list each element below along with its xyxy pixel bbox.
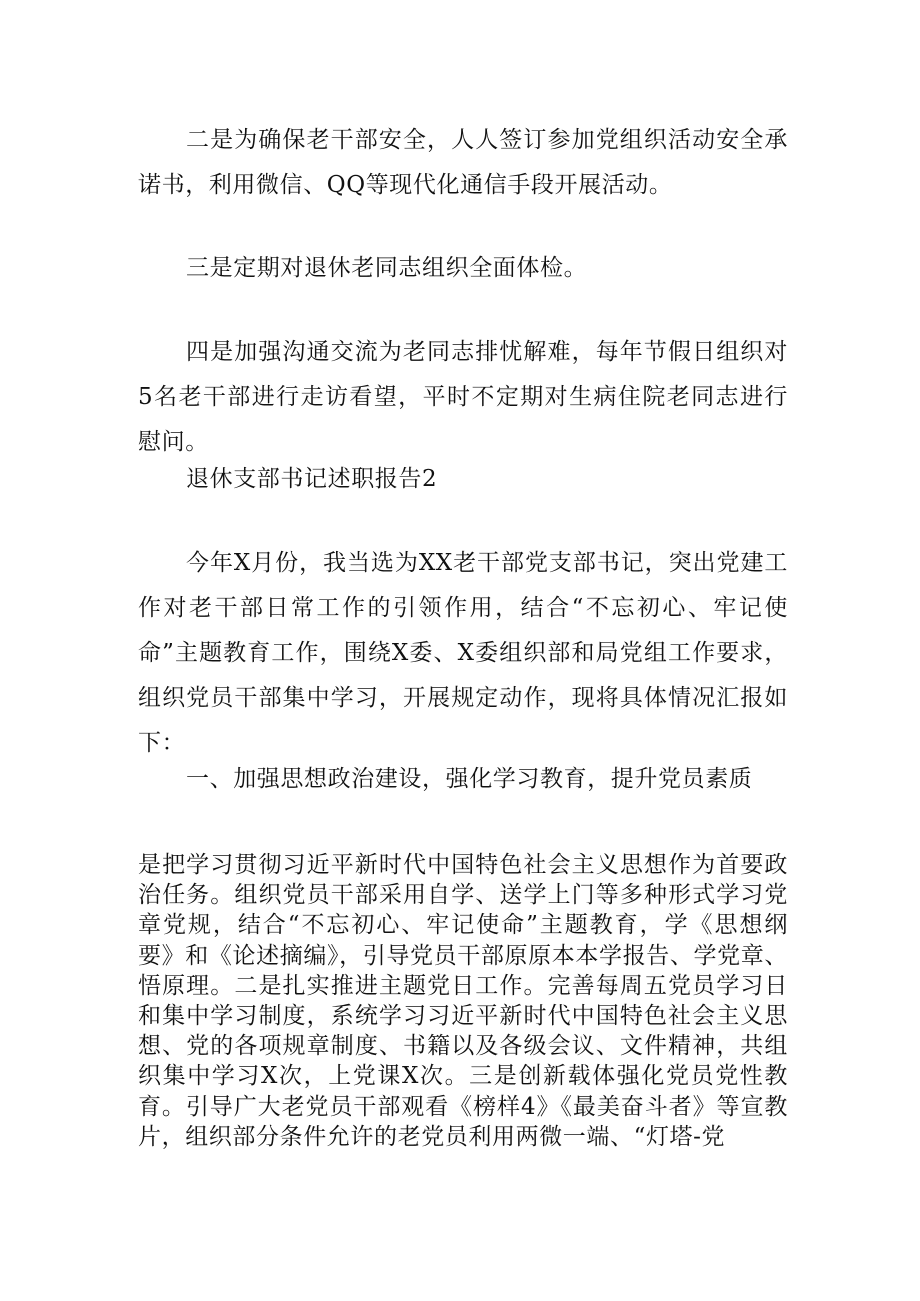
paragraph-communication: 四是加强沟通交流为老同志排忧解难，每年节假日组织对5名老干部进行走访看望，平时不定期对生病住院老同志进行慰问。 — [138, 339, 788, 455]
report-subtitle: 退休支部书记述职报告2 — [186, 466, 438, 492]
paragraph-health-check: 三是定期对退休老同志组织全面体检。 — [186, 255, 588, 281]
paragraph-introduction: 今年X月份，我当选为XX老干部党支部书记，突出党建工作对老干部日常工作的引领作用，结合“不忘初心、牢记使命”主题教育工作，围绕X委、X委组织部和局党组工作要求，组织党员干部集中学习，开展规定动作，现将具体情况汇报如下： — [138, 550, 788, 756]
section-heading-ideological: 一、加强思想政治建设，强化学习教育，提升党员素质 — [186, 766, 753, 792]
paragraph-study-education: 是把学习贯彻习近平新时代中国特色社会主义思想作为首要政治任务。组织党员干部采用自学、送学上门等多种形式学习党章党规，结合“不忘初心、牢记使命”主题教育，学《思想纲要》和《论述摘编》，引导党员干部原原本本学报告、学党章、悟原理。二是扎实推进主题党日工作。完善每周五党员学习日和集中学习制度，系统学习习近平新时代中国特色社会主义思想、党的各项规章制度、书籍以及各级会议、文件精神，共组织集中学习X次，上党课X次。三是创新载体强化党员党性教育。引导广大老党员干部观看《榜样4》《最美奋斗者》等宣教片，组织部分条件允许的老党员利用两微一端、“灯塔-党 — [138, 852, 788, 1150]
paragraph-safety-commitment: 二是为确保老干部安全，人人签订参加党组织活动安全承诺书，利用微信、QQ等现代化通信手段开展活动。 — [138, 127, 788, 198]
